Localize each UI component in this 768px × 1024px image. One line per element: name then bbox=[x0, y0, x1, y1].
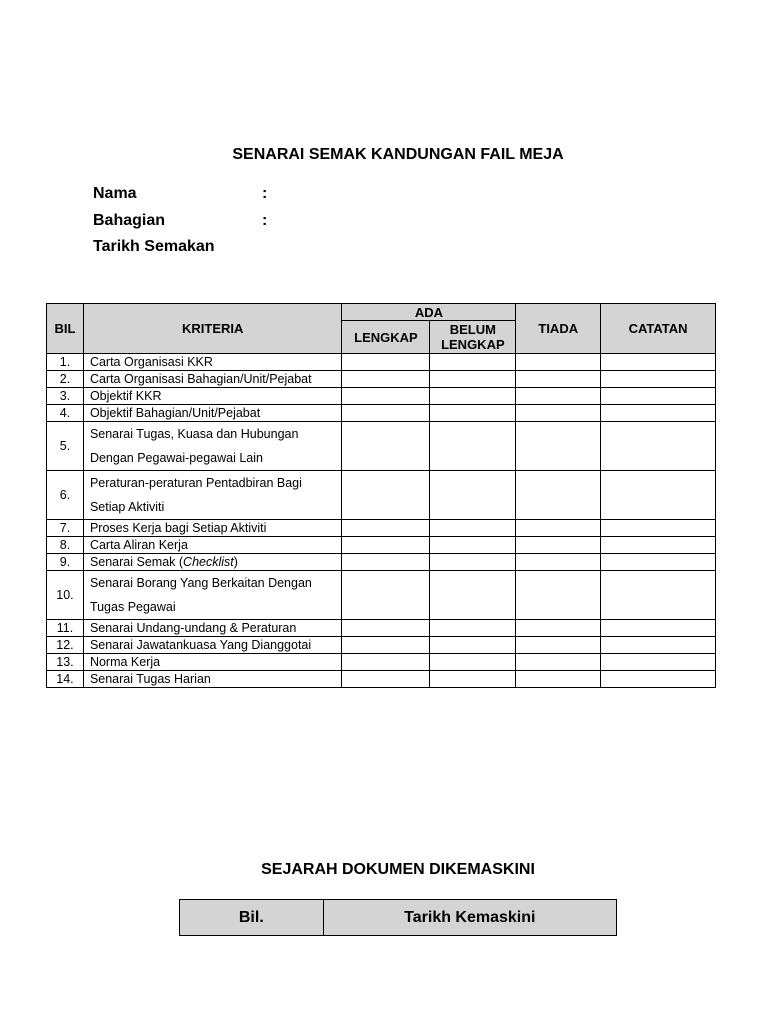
row-criteria: Senarai Tugas Harian bbox=[83, 671, 342, 688]
table-row bbox=[47, 671, 716, 688]
table-row bbox=[47, 637, 716, 654]
row-criteria-line1: Senarai Tugas, Kuasa dan Hubungan bbox=[89, 427, 299, 441]
cell-catatan[interactable] bbox=[601, 471, 716, 520]
cell-belum-lengkap[interactable] bbox=[430, 654, 516, 671]
header-tiada: TIADA bbox=[516, 304, 601, 354]
cell-belum-lengkap[interactable] bbox=[430, 671, 516, 688]
row-number: 14. bbox=[47, 671, 84, 688]
cell-catatan[interactable] bbox=[601, 388, 716, 405]
cell-catatan[interactable] bbox=[601, 537, 716, 554]
cell-tiada[interactable] bbox=[516, 388, 601, 405]
row-number: 3. bbox=[47, 388, 84, 405]
header-history-tarikh: Tarikh Kemaskini bbox=[323, 900, 616, 936]
row-criteria: Carta Aliran Kerja bbox=[83, 537, 342, 554]
page-title: SENARAI SEMAK KANDUNGAN FAIL MEJA bbox=[232, 146, 564, 163]
header-bil: BIL bbox=[47, 304, 84, 354]
header-history-bil: Bil. bbox=[180, 900, 324, 936]
cell-belum-lengkap[interactable] bbox=[430, 388, 516, 405]
header-catatan: CATATAN bbox=[601, 304, 716, 354]
table-row bbox=[47, 388, 716, 405]
cell-lengkap[interactable] bbox=[342, 405, 430, 422]
row-number: 2. bbox=[47, 371, 84, 388]
cell-lengkap[interactable] bbox=[342, 354, 430, 371]
row-number: 10. bbox=[47, 571, 84, 620]
table-row bbox=[47, 471, 716, 520]
cell-catatan[interactable] bbox=[601, 520, 716, 537]
cell-tiada[interactable] bbox=[516, 520, 601, 537]
cell-tiada[interactable] bbox=[516, 422, 601, 471]
row-number: 5. bbox=[47, 422, 84, 471]
cell-tiada[interactable] bbox=[516, 637, 601, 654]
cell-belum-lengkap[interactable] bbox=[430, 371, 516, 388]
row-criteria bbox=[83, 554, 342, 571]
cell-catatan[interactable] bbox=[601, 671, 716, 688]
row-criteria: Proses Kerja bagi Setiap Aktiviti bbox=[83, 520, 342, 537]
cell-lengkap[interactable] bbox=[342, 388, 430, 405]
row-criteria bbox=[83, 422, 342, 471]
cell-tiada[interactable] bbox=[516, 671, 601, 688]
table-row bbox=[47, 520, 716, 537]
cell-lengkap[interactable] bbox=[342, 471, 430, 520]
row-criteria-suffix: ) bbox=[233, 555, 238, 569]
row-number: 4. bbox=[47, 405, 84, 422]
row-number: 7. bbox=[47, 520, 84, 537]
row-number: 8. bbox=[47, 537, 84, 554]
row-criteria: Norma Kerja bbox=[83, 654, 342, 671]
history-table bbox=[179, 899, 617, 936]
field-bahagian-label: Bahagian bbox=[93, 212, 166, 229]
cell-lengkap[interactable] bbox=[342, 422, 430, 471]
table-row bbox=[47, 654, 716, 671]
row-criteria: Objektif KKR bbox=[83, 388, 342, 405]
cell-belum-lengkap[interactable] bbox=[430, 571, 516, 620]
field-tarikh-semakan-label: Tarikh Semakan bbox=[93, 238, 215, 255]
cell-catatan[interactable] bbox=[601, 620, 716, 637]
cell-belum-lengkap[interactable] bbox=[430, 554, 516, 571]
field-nama-colon: : bbox=[262, 185, 268, 202]
cell-tiada[interactable] bbox=[516, 554, 601, 571]
cell-tiada[interactable] bbox=[516, 354, 601, 371]
cell-belum-lengkap[interactable] bbox=[430, 620, 516, 637]
cell-belum-lengkap[interactable] bbox=[430, 405, 516, 422]
row-criteria-line2: Tugas Pegawai bbox=[89, 600, 176, 614]
table-row bbox=[47, 354, 716, 371]
row-number: 9. bbox=[47, 554, 84, 571]
checklist-table bbox=[46, 303, 716, 688]
cell-tiada[interactable] bbox=[516, 620, 601, 637]
row-criteria-line1: Senarai Borang Yang Berkaitan Dengan bbox=[89, 576, 312, 590]
row-criteria-line2: Setiap Aktiviti bbox=[89, 500, 165, 514]
header-belum-lengkap: BELUM LENGKAP bbox=[430, 321, 516, 354]
row-number: 11. bbox=[47, 620, 84, 637]
cell-catatan[interactable] bbox=[601, 405, 716, 422]
cell-tiada[interactable] bbox=[516, 571, 601, 620]
table-row bbox=[47, 405, 716, 422]
row-criteria-prefix: Senarai Semak ( bbox=[89, 555, 184, 569]
table-row bbox=[47, 620, 716, 637]
table-row bbox=[47, 554, 716, 571]
row-number: 1. bbox=[47, 354, 84, 371]
cell-belum-lengkap[interactable] bbox=[430, 354, 516, 371]
cell-belum-lengkap[interactable] bbox=[430, 637, 516, 654]
cell-lengkap[interactable] bbox=[342, 537, 430, 554]
cell-tiada[interactable] bbox=[516, 471, 601, 520]
row-criteria bbox=[83, 571, 342, 620]
cell-belum-lengkap[interactable] bbox=[430, 422, 516, 471]
cell-lengkap[interactable] bbox=[342, 620, 430, 637]
field-nama-label: Nama bbox=[93, 185, 137, 202]
row-criteria-line2: Dengan Pegawai-pegawai Lain bbox=[89, 451, 263, 465]
cell-tiada[interactable] bbox=[516, 537, 601, 554]
cell-catatan[interactable] bbox=[601, 554, 716, 571]
field-bahagian-colon: : bbox=[262, 212, 268, 229]
cell-catatan[interactable] bbox=[601, 571, 716, 620]
row-criteria: Objektif Bahagian/Unit/Pejabat bbox=[83, 405, 342, 422]
row-criteria-italic: Checklist bbox=[183, 555, 234, 569]
row-criteria: Carta Organisasi KKR bbox=[83, 354, 342, 371]
header-ada: ADA bbox=[342, 304, 516, 321]
cell-tiada[interactable] bbox=[516, 405, 601, 422]
cell-lengkap[interactable] bbox=[342, 554, 430, 571]
table-row bbox=[47, 422, 716, 471]
header-kriteria: KRITERIA bbox=[83, 304, 342, 354]
cell-tiada[interactable] bbox=[516, 654, 601, 671]
row-criteria: Senarai Jawatankuasa Yang Dianggotai bbox=[83, 637, 342, 654]
row-criteria: Carta Organisasi Bahagian/Unit/Pejabat bbox=[83, 371, 342, 388]
row-number: 12. bbox=[47, 637, 84, 654]
table-row bbox=[47, 537, 716, 554]
cell-lengkap[interactable] bbox=[342, 371, 430, 388]
table-row bbox=[47, 571, 716, 620]
cell-catatan[interactable] bbox=[601, 371, 716, 388]
cell-lengkap[interactable] bbox=[342, 571, 430, 620]
table-row bbox=[47, 371, 716, 388]
row-criteria: Senarai Undang-undang & Peraturan bbox=[83, 620, 342, 637]
cell-lengkap[interactable] bbox=[342, 654, 430, 671]
cell-belum-lengkap[interactable] bbox=[430, 520, 516, 537]
cell-catatan[interactable] bbox=[601, 422, 716, 471]
row-criteria bbox=[83, 471, 342, 520]
cell-catatan[interactable] bbox=[601, 354, 716, 371]
cell-lengkap[interactable] bbox=[342, 671, 430, 688]
header-lengkap: LENGKAP bbox=[342, 321, 430, 354]
cell-tiada[interactable] bbox=[516, 371, 601, 388]
cell-catatan[interactable] bbox=[601, 654, 716, 671]
cell-belum-lengkap[interactable] bbox=[430, 471, 516, 520]
cell-catatan[interactable] bbox=[601, 637, 716, 654]
history-title: SEJARAH DOKUMEN DIKEMASKINI bbox=[261, 861, 535, 878]
cell-belum-lengkap[interactable] bbox=[430, 537, 516, 554]
cell-lengkap[interactable] bbox=[342, 520, 430, 537]
row-number: 13. bbox=[47, 654, 84, 671]
cell-lengkap[interactable] bbox=[342, 637, 430, 654]
row-criteria-line1: Peraturan-peraturan Pentadbiran Bagi bbox=[89, 476, 302, 490]
row-number: 6. bbox=[47, 471, 84, 520]
